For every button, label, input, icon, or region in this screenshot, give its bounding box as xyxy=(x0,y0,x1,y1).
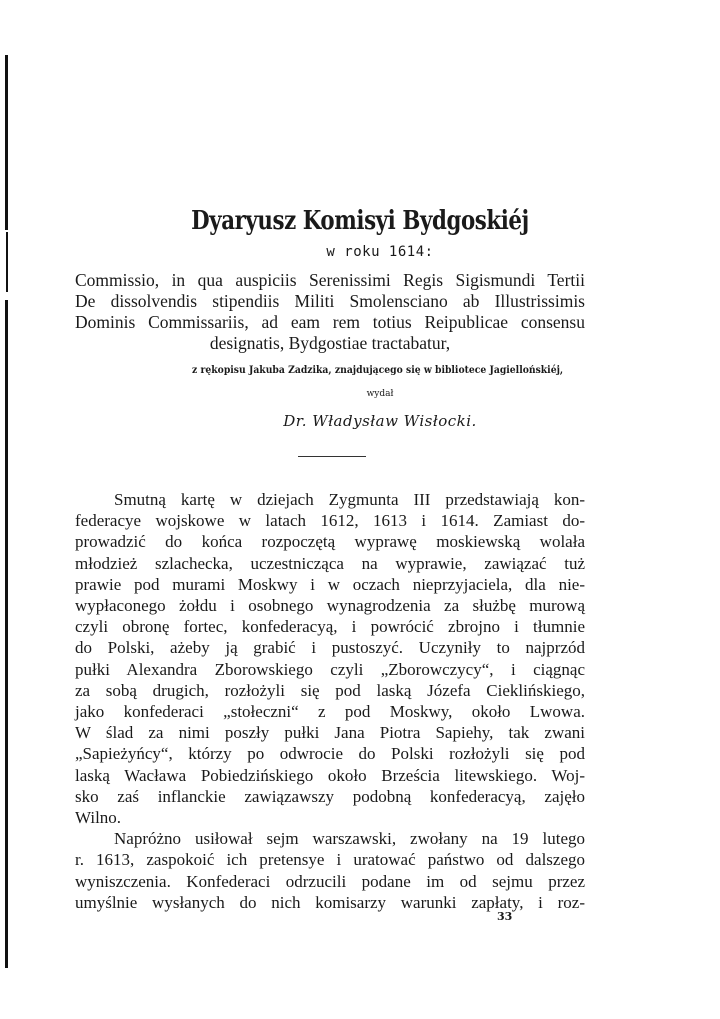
body-line: federacye wojskowe w latach 1612, 1613 i 1614. Zamiast do- xyxy=(75,511,585,531)
body-line: W ślad za nimi poszły pułki Jana Piotra Sapiehy, tak zwani xyxy=(75,723,585,743)
body-line: sko zaś inflanckie zawiązawszy podobną konfederacyą, zajęło xyxy=(75,786,585,806)
body-line: Wilno. xyxy=(75,808,122,828)
editor-label: wydał xyxy=(366,389,394,399)
body-line: wyniszczenia. Konfederaci odrzucili podane im od sejmu przez xyxy=(75,871,585,891)
body-line: czyli obronę fortec, konfederacyą, i powrócić zbrojno i tłumnie xyxy=(75,617,585,637)
binding-edge-shadow xyxy=(5,300,8,968)
body-line: jako konfederaci „stołeczni“ z pod Moskwy, około Lwowa. xyxy=(75,702,585,722)
editor-name: Dr. Władysław Wisłocki. xyxy=(283,412,477,430)
latin-heading xyxy=(75,270,585,354)
body-text xyxy=(75,489,585,913)
latin-heading-line: Dominis Commissariis, ad eam rem totius Reipublicae consensu xyxy=(75,312,585,332)
body-line: do Polski, ażeby ją grabić i pustoszyć. Uczyniły to najprzód xyxy=(75,638,585,658)
body-line: laską Wacława Pobiedzińskiego około Brześcia litewskiego. Woj- xyxy=(75,765,585,785)
body-line: umyślnie wysłanych do nich komisarzy warunki zapłaty, i roz- xyxy=(75,892,585,912)
body-line: wypłaconego żołdu i osobnego wynagrodzenia za służbę murową xyxy=(75,596,585,616)
body-line: młodzież szlachecka, uczestnicząca na wyprawie, zawiązać tuż xyxy=(75,553,585,573)
body-line: Smutną kartę w dziejach Zygmunta III przedstawiają kon- xyxy=(114,490,585,509)
body-line: prawie pod murami Moskwy i w oczach nieprzyjaciela, dla nie- xyxy=(75,574,585,594)
latin-heading-line: designatis, Bydgostiae tractabatur, xyxy=(209,333,451,353)
binding-edge-shadow xyxy=(6,232,8,292)
body-line: pułki Alexandra Zborowskiego czyli „Zborowczycy“, i ciągnąc xyxy=(75,659,585,679)
page-number: 33 xyxy=(497,910,513,923)
body-line: prowadzić do końca rozpoczętą wyprawę moskiewską wolała xyxy=(75,532,585,552)
section-separator xyxy=(298,456,366,457)
document-subtitle: w roku 1614: xyxy=(326,244,434,260)
latin-heading-line: Commissio, in qua auspiciis Serenissimi Regis Sigismundi Tertii xyxy=(75,270,585,290)
source-note: z rękopisu Jakuba Zadzika, znajdującego się w bibliotece Jagiellońskiéj, xyxy=(192,364,564,376)
body-line: za sobą drugich, rozłożyli się pod laską Józefa Cieklińskiego, xyxy=(75,680,585,700)
body-line: „Sapieżyńcy“, którzy po odwrocie do Polski rozłożyli się pod xyxy=(75,744,585,764)
body-line: r. 1613, zaspokoić ich pretensye i uratować państwo od dalszego xyxy=(75,850,585,870)
document-title: Dyaryusz Komisyi Bydgoskiéj xyxy=(191,206,529,236)
latin-heading-line: De dissolvendis stipendiis Militi Smolensciano ab Illustrissimis xyxy=(75,291,585,311)
binding-edge-shadow xyxy=(5,55,8,230)
body-line: Napróżno usiłował sejm warszawski, zwołany na 19 lutego xyxy=(114,829,585,849)
